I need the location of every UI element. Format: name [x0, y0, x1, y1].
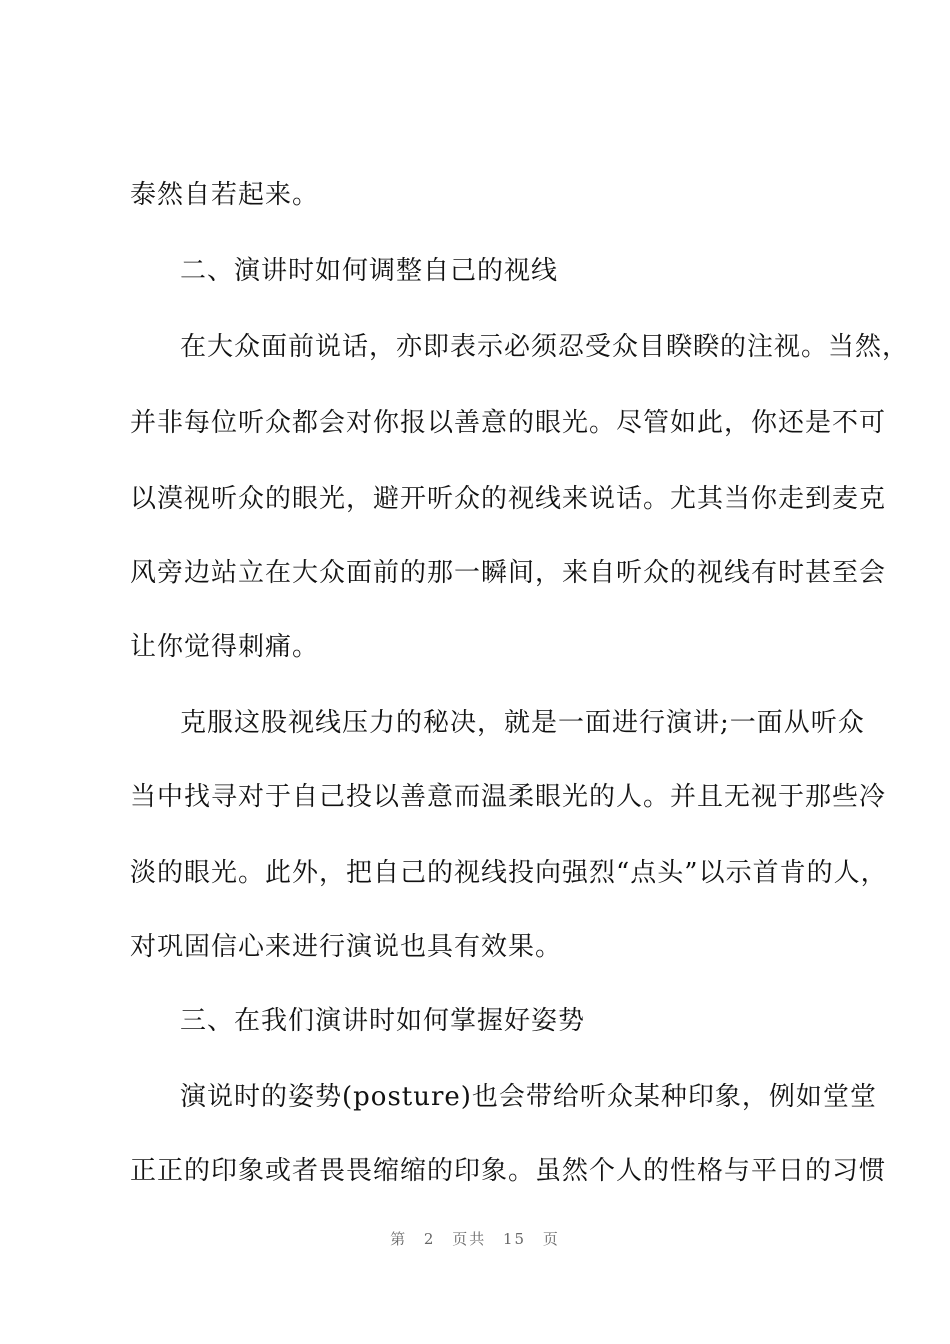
paragraph-line: 正正的印象或者畏畏缩缩的印象。虽然个人的性格与平日的习惯	[130, 1156, 887, 1186]
paragraph-line: 当中找寻对于自己投以善意而温柔眼光的人。并且无视于那些冷	[130, 782, 887, 812]
paragraph-line: 风旁边站立在大众面前的那一瞬间，来自听众的视线有时甚至会	[130, 558, 887, 588]
paragraph-line: 以漠视听众的眼光，避开听众的视线来说话。尤其当你走到麦克	[130, 484, 887, 514]
paragraph-line: 在大众面前说话，亦即表示必须忍受众目睽睽的注视。当然，	[180, 332, 910, 362]
section-heading: 三、在我们演讲时如何掌握好姿势	[180, 1006, 586, 1036]
section-heading: 二、演讲时如何调整自己的视线	[180, 256, 559, 286]
paragraph-line: 并非每位听众都会对你报以善意的眼光。尽管如此，你还是不可	[130, 408, 887, 438]
paragraph-line: 演说时的姿势(posture)也会带给听众某种印象，例如堂堂	[180, 1082, 877, 1112]
text-line: 泰然自若起来。	[130, 180, 320, 210]
page-number-footer: 第 2 页共 15 页	[390, 1230, 560, 1248]
paragraph-line: 对巩固信心来进行演说也具有效果。	[130, 932, 563, 962]
paragraph-line: 克服这股视线压力的秘决，就是一面进行演讲;一面从听众	[180, 708, 865, 738]
paragraph-line: 让你觉得刺痛。	[130, 632, 320, 662]
paragraph-line: 淡的眼光。此外，把自己的视线投向强烈“点头”以示首肯的人，	[130, 858, 888, 888]
